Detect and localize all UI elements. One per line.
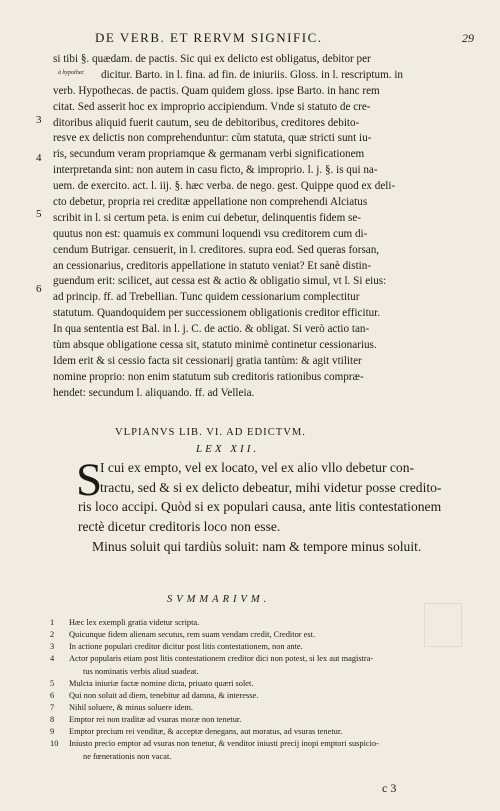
law-line: tractu, sed & si ex delicto debeatur, mihi videtur posse credito- (100, 479, 442, 495)
summary-item-text: Emptor rei non traditæ ad vsuras moræ non tenetur. (69, 715, 242, 725)
summary-item-number: 7 (50, 702, 55, 712)
summary-item-continuation: tus nominatis verbis aliud suadeat. (83, 666, 199, 676)
law-line: ris loco accipi. Quòd si ex populari causa, ante litis contestationem (78, 499, 442, 515)
law-line: Minus soluit qui tardiùs soluit: nam & tempore minus soluit. (92, 538, 422, 554)
summary-list (50, 617, 470, 763)
summary-item (50, 629, 470, 641)
summary-item-text: Actor popularis etiam post litis contestationem creditor dici non potest, si lex aut magistra- (69, 654, 374, 664)
summary-item-continuation: ne fœnerationis non vacat. (83, 751, 172, 761)
margin-number: 6 (36, 283, 42, 295)
summary-item-number: 5 (50, 678, 55, 688)
summary-item-number: 2 (50, 630, 55, 640)
text-line: In qua sententia est Bal. in l. j. C. de actio. & obligat. Si verò actio tan- (53, 323, 370, 336)
text-line: ditoribus aliquid fuerit cautum, seu de debitoribus, creditores debito- (53, 116, 360, 129)
summary-item (50, 678, 470, 690)
text-line: uem. de exercito. act. l. iij. §. hæc verba. de nego. gest. Quippe quod ex deli- (53, 180, 396, 193)
text-line: statutum. Quandoquidem per successionem obligationis creditor efficitur. (53, 307, 381, 320)
summarium-title: SVMMARIVM. (167, 594, 271, 605)
summary-item-text: Emptor precium rei venditæ, & acceptæ denegans, aut moratus, ad vsuras tenetur. (69, 727, 343, 737)
summary-item-text: Quicunque fidem alienam secutus, rem suam vendam credit, Creditor est. (69, 630, 316, 640)
summary-item-number: 1 (50, 618, 55, 627)
text-line: cendum Butrigar. censuerit, in l. creditores. supra eod. Sed queras forsan, (53, 243, 380, 256)
text-line: resve ex delictis non comprehenduntur: cùm statuta, quæ stricti sunt iu- (53, 132, 372, 145)
summary-item (50, 690, 470, 702)
text-line: citat. Sed asserit hoc ex improprio accipiendum. Vnde si statuto de cre- (53, 100, 371, 113)
text-line: guendum erit: scilicet, aut cessa est & actio & obligatio simul, vt l. Si eius: (53, 275, 387, 288)
page-number: 29 (462, 31, 474, 45)
summary-item-number: 9 (50, 727, 55, 737)
text-line: nomine proprio: non enim statutum sub creditoris rationibus compræ- (53, 370, 364, 383)
summary-item (50, 702, 470, 714)
text-line: verb. Hypothecas. de pactis. Quam quidem gloss. ipse Barto. in hanc rem (53, 84, 380, 97)
text-line: hendet: secundum l. aliquando. ff. ad Velleia. (53, 386, 255, 399)
summary-item (50, 726, 470, 738)
summary-item (50, 641, 470, 653)
summary-item (50, 738, 470, 750)
signature-mark: c 3 (382, 781, 397, 795)
text-line: interpretanda sint: non autem in casu ficto, & improprio. l. j. §. is qui na- (53, 164, 378, 177)
summary-item-number: 4 (50, 654, 55, 664)
summary-item-text: Iniusto precio emptor ad vsuras non tenetur, & venditor iniusti precij inopi emptori suspicio- (69, 739, 379, 749)
hypothecas-note: à hypothec (58, 70, 85, 76)
summary-item-number: 6 (50, 690, 55, 700)
text-line: cto debetur, propria rei creditæ appellatione non comprehendi Alciatus (53, 196, 368, 209)
margin-number: 5 (36, 208, 42, 220)
text-line: dicitur. Barto. in l. fina. ad fin. de iniuriis. Gloss. in l. rescriptum. in (101, 68, 403, 81)
summary-item (50, 617, 470, 629)
law-text (76, 454, 470, 556)
text-line: quutus non est: quamuis ex communi loquendi vsu creditorem cum di- (53, 227, 368, 240)
summary-item (50, 714, 470, 726)
text-line: ris, secundum veram propriamque & germanam verbi significationem (53, 148, 365, 161)
text-line: scribit in l. si certum peta. is enim cui debetur, delinquentis fidem se- (53, 211, 362, 224)
text-line: ad princip. ff. ad Trebellian. Tunc quidem cessionarium complectitur (53, 291, 360, 304)
margin-number: 4 (36, 152, 42, 164)
summary-item-text: In actione populari creditor dicitur post litis contestationem, non ante. (69, 642, 303, 652)
section-title: VLPIANVS LIB. VI. AD EDICTVM. (115, 427, 306, 438)
summary-item-number: 10 (50, 739, 59, 749)
text-line: tùm absque obligatione cessa sit, statuto minimè continetur cessionarius. (53, 339, 377, 352)
drop-cap: S (76, 454, 103, 506)
summary-item-number: 3 (50, 642, 55, 652)
summary-item-text: Nihil soluere, & minus soluere idem. (69, 702, 193, 712)
summary-item (50, 653, 470, 665)
summary-item-number: 8 (50, 715, 55, 725)
lex-title: LEX XII. (196, 443, 260, 455)
summary-item-text: Qui non soluit ad diem, tenebitur ad damna, & interesse. (69, 690, 259, 700)
text-line: Idem erit & si cessio facta sit cessionarij gratia tantùm: & agit vtiliter (53, 354, 362, 367)
margin-number: 3 (36, 114, 42, 126)
commentary-text (53, 52, 467, 402)
text-line: an cessionarius, creditoris appellatione in statuto veniat? Et sanè distin- (53, 259, 372, 272)
summary-item-text: Mulcta iniuriæ factæ nomine dicta, priuato quæri solet. (69, 678, 254, 688)
running-title: DE VERB. ET RERVM SIGNIFIC. (95, 30, 323, 45)
text-line: si tibi §. quædam. de pactis. Sic qui ex delicto est obligatus, debitor per (53, 53, 371, 65)
law-line: rectè dicetur creditoris loco non esse. (78, 519, 281, 535)
summary-item-text: Hæc lex exempli gratia videtur scripta. (69, 618, 200, 627)
law-line: I cui ex empto, vel ex locato, vel ex alio vllo debetur con- (100, 460, 415, 475)
